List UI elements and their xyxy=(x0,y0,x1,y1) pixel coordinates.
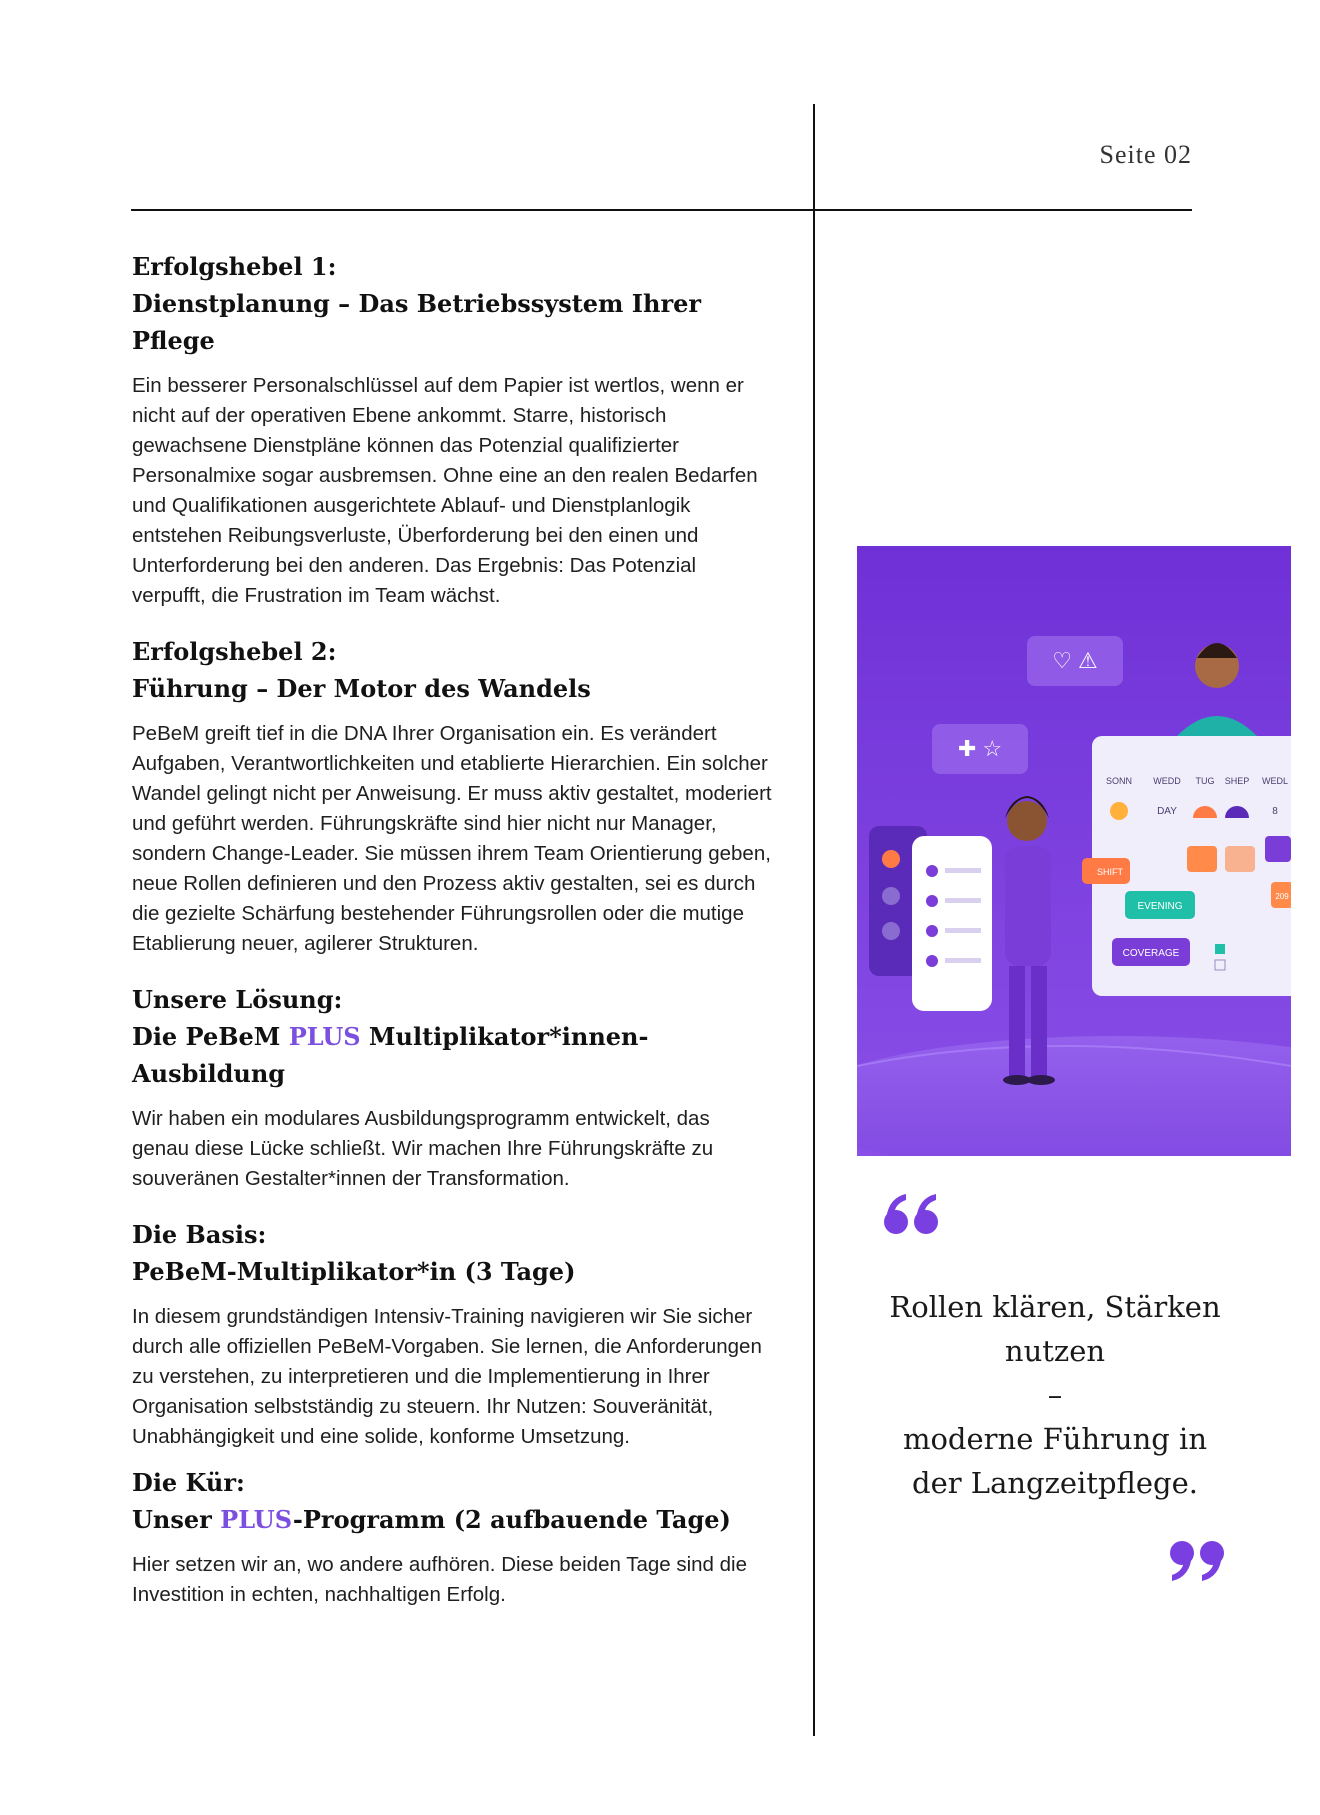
section-dienstplanung xyxy=(132,248,772,611)
section-heading: Die Basis: PeBeM-Multiplikator*in (3 Tage) xyxy=(132,1220,576,1286)
section-loesung xyxy=(132,981,772,1194)
vertical-divider xyxy=(813,104,815,1736)
svg-text:COVERAGE: COVERAGE xyxy=(1122,948,1180,959)
section-heading: Unsere Lösung: Die PeBeM PLUS Multiplikator*innen-Ausbildung xyxy=(132,985,649,1088)
section-body: Ein besserer Personalschlüssel auf dem Papier ist wertlos, wenn er nicht auf der operativen Ebene ankommt. Starre, historisch gewachsene Dienstpläne können das Potenzial qualifizierter Personalmixe sogar ausbremsen. Ohne eine an den realen Bedarfen und Qualifikationen ausgerichtete Ablauf- und Dienstplanlogik entstehen Reibungsverluste, Überforderung bei den einen und Unterforderung bei den anderen. Das Ergebnis: Das Potenzial verpufft, die Frustration im Team wächst. xyxy=(132,374,758,607)
svg-text:SHEP: SHEP xyxy=(1224,776,1250,786)
plus-highlight: PLUS xyxy=(288,1022,361,1051)
horizontal-divider xyxy=(131,209,1192,211)
main-content xyxy=(132,248,772,1632)
svg-text:SHIFT: SHIFT xyxy=(1097,867,1123,877)
svg-text:♡ ⚠: ♡ ⚠ xyxy=(1052,648,1098,673)
plus-highlight: PLUS xyxy=(220,1505,293,1534)
section-heading: Die Kür: Unser PLUS-Programm (2 aufbauende Tage) xyxy=(132,1468,731,1534)
section-body: In diesem grundständigen Intensiv-Training navigieren wir Sie sicher durch alle offiziellen PeBeM-Vorgaben. Sie lernen, die Anforderungen zu verstehen, zu interpretieren und die Implementierung in Ihrer Organisation selbstständig zu steuern. Ihr Nutzen: Souveränität, Unabhängigkeit und eine solide, konforme Umsetzung. xyxy=(132,1305,762,1448)
section-fuehrung xyxy=(132,633,772,959)
svg-text:DAY: DAY xyxy=(1157,806,1177,817)
section-heading: Erfolgshebel 2: Führung – Der Motor des Wandels xyxy=(132,637,591,703)
svg-text:209: 209 xyxy=(1275,892,1289,901)
svg-text:WEDD: WEDD xyxy=(1153,776,1181,786)
healthcare-scheduling-illustration xyxy=(857,546,1291,1156)
section-kuer xyxy=(132,1464,772,1610)
svg-text:TUG: TUG xyxy=(1195,776,1215,786)
quote-open-icon xyxy=(882,1190,942,1238)
section-body: Wir haben ein modulares Ausbildungsprogramm entwickelt, das genau diese Lücke schließt. Wir machen Ihre Führungskräfte zu souveränen Gestalter*innen der Transformation. xyxy=(132,1107,714,1190)
svg-text:WEDL: WEDL xyxy=(1261,776,1289,786)
section-body: PeBeM greift tief in die DNA Ihrer Organisation ein. Es verändert Aufgaben, Verantwortlichkeiten und etablierte Hierarchien. Ein solcher Wandel gelingt nicht per Anweisung. Er muss aktiv gestaltet, moderiert und geführt werden. Führungskräfte sind hier nicht nur Manager, sondern Change-Leader. Sie müssen ihrem Team Orientierung geben, neue Rollen definieren und den Prozess aktiv gestalten, sei es durch die gezielte Schärfung bestehender Führungsrollen oder die mutige Etablierung neuer, agilerer Strukturen. xyxy=(132,722,772,955)
quote-close-icon xyxy=(1166,1537,1226,1585)
svg-text:SONN: SONN xyxy=(1105,776,1133,786)
svg-text:✚ ☆: ✚ ☆ xyxy=(957,736,1003,761)
page-number: Seite 02 xyxy=(1099,140,1192,169)
svg-text:8: 8 xyxy=(1272,806,1278,817)
section-body: Hier setzen wir an, wo andere aufhören. Diese beiden Tage sind die Investition in echten, nachhaltigen Erfolg. xyxy=(132,1553,747,1606)
section-heading: Erfolgshebel 1: Dienstplanung – Das Betriebssystem Ihrer Pflege xyxy=(132,252,702,355)
pull-quote: Rollen klären, Stärken nutzen – moderne Führung in der Langzeitpflege. xyxy=(889,1290,1221,1500)
svg-text:EVENING: EVENING xyxy=(1137,901,1183,912)
section-basis xyxy=(132,1216,772,1452)
